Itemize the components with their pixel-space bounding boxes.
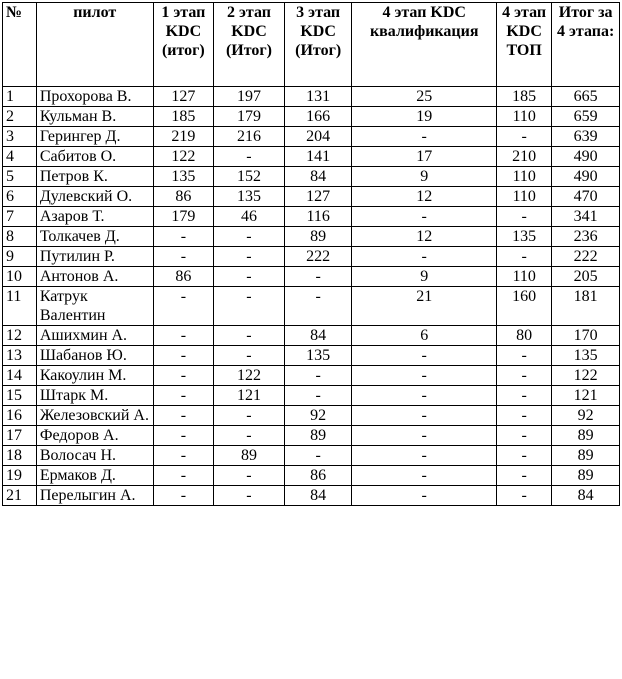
cell-pilot-name: Волосач Н. <box>36 446 153 466</box>
cell-stage-4-top: - <box>496 207 551 227</box>
cell-stage-1: 219 <box>153 127 213 147</box>
cell-pilot-name: Азаров Т. <box>36 207 153 227</box>
cell-total: 341 <box>552 207 620 227</box>
cell-rank: 18 <box>3 446 37 466</box>
cell-rank: 5 <box>3 167 37 187</box>
cell-stage-4-top: - <box>496 366 551 386</box>
cell-stage-4-top: 80 <box>496 326 551 346</box>
table-row <box>3 167 620 187</box>
cell-stage-2: - <box>214 227 285 247</box>
cell-stage-1: 86 <box>153 267 213 287</box>
cell-stage-1: - <box>153 386 213 406</box>
cell-stage-1: - <box>153 446 213 466</box>
table-row <box>3 446 620 466</box>
cell-rank: 11 <box>3 287 37 326</box>
cell-stage-3: 135 <box>284 346 352 366</box>
cell-rank: 21 <box>3 486 37 506</box>
cell-stage-3: 222 <box>284 247 352 267</box>
cell-stage-3: 166 <box>284 107 352 127</box>
cell-total: 490 <box>552 147 620 167</box>
cell-pilot-name: Ашихмин А. <box>36 326 153 346</box>
cell-total: 236 <box>552 227 620 247</box>
cell-pilot-name: Штарк М. <box>36 386 153 406</box>
cell-pilot-name: Федоров А. <box>36 426 153 446</box>
cell-stage-1: - <box>153 227 213 247</box>
cell-stage-4-top: - <box>496 486 551 506</box>
header-stage-4-qualification: 4 этап KDC квалификация <box>352 3 497 87</box>
cell-stage-4-top: 135 <box>496 227 551 247</box>
cell-stage-4-top: 160 <box>496 287 551 326</box>
cell-stage-1: - <box>153 326 213 346</box>
cell-stage-1: 127 <box>153 87 213 107</box>
cell-total: 181 <box>552 287 620 326</box>
cell-stage-4-qualification: 25 <box>352 87 497 107</box>
cell-stage-4-top: - <box>496 426 551 446</box>
cell-stage-4-qualification: - <box>352 207 497 227</box>
header-stage-3: 3 этап KDC (Итог) <box>284 3 352 87</box>
cell-stage-2: 89 <box>214 446 285 466</box>
cell-stage-1: 135 <box>153 167 213 187</box>
cell-stage-1: - <box>153 346 213 366</box>
header-number: № <box>3 3 37 87</box>
cell-rank: 8 <box>3 227 37 247</box>
cell-rank: 6 <box>3 187 37 207</box>
cell-rank: 13 <box>3 346 37 366</box>
cell-total: 665 <box>552 87 620 107</box>
cell-rank: 9 <box>3 247 37 267</box>
cell-total: 84 <box>552 486 620 506</box>
cell-stage-4-qualification: 17 <box>352 147 497 167</box>
cell-stage-3: 127 <box>284 187 352 207</box>
cell-stage-3: 89 <box>284 426 352 446</box>
cell-stage-4-top: 110 <box>496 187 551 207</box>
table-row <box>3 147 620 167</box>
cell-stage-1: - <box>153 406 213 426</box>
table-row <box>3 287 620 326</box>
table-row <box>3 386 620 406</box>
cell-stage-1: 179 <box>153 207 213 227</box>
header-stage-4-top: 4 этап KDC ТОП <box>496 3 551 87</box>
cell-stage-2: 135 <box>214 187 285 207</box>
cell-pilot-name: Дулевский О. <box>36 187 153 207</box>
table-row <box>3 87 620 107</box>
cell-stage-2: 197 <box>214 87 285 107</box>
cell-stage-4-qualification: - <box>352 127 497 147</box>
cell-pilot-name: Путилин Р. <box>36 247 153 267</box>
table-row <box>3 207 620 227</box>
cell-stage-2: 152 <box>214 167 285 187</box>
cell-stage-2: - <box>214 247 285 267</box>
cell-stage-2: 46 <box>214 207 285 227</box>
table-row <box>3 247 620 267</box>
cell-rank: 7 <box>3 207 37 227</box>
cell-stage-4-top: - <box>496 386 551 406</box>
cell-pilot-name: Петров К. <box>36 167 153 187</box>
cell-pilot-name: Ермаков Д. <box>36 466 153 486</box>
header-pilot: пилот <box>36 3 153 87</box>
table-row <box>3 426 620 446</box>
cell-pilot-name: Сабитов О. <box>36 147 153 167</box>
cell-rank: 1 <box>3 87 37 107</box>
table-row <box>3 107 620 127</box>
cell-stage-3: 89 <box>284 227 352 247</box>
cell-total: 659 <box>552 107 620 127</box>
cell-stage-4-qualification: - <box>352 406 497 426</box>
cell-total: 89 <box>552 466 620 486</box>
cell-stage-4-qualification: 9 <box>352 167 497 187</box>
cell-stage-3: - <box>284 287 352 326</box>
cell-stage-1: - <box>153 466 213 486</box>
cell-stage-4-qualification: - <box>352 486 497 506</box>
cell-rank: 2 <box>3 107 37 127</box>
cell-rank: 16 <box>3 406 37 426</box>
cell-stage-2: 121 <box>214 386 285 406</box>
cell-pilot-name: Катрук Валентин <box>36 287 153 326</box>
cell-total: 89 <box>552 426 620 446</box>
header-stage-2: 2 этап KDC (Итог) <box>214 3 285 87</box>
cell-total: 92 <box>552 406 620 426</box>
cell-stage-3: - <box>284 446 352 466</box>
cell-stage-4-top: - <box>496 406 551 426</box>
table-row <box>3 466 620 486</box>
cell-stage-4-qualification: - <box>352 426 497 446</box>
cell-stage-3: 116 <box>284 207 352 227</box>
cell-rank: 14 <box>3 366 37 386</box>
cell-pilot-name: Антонов А. <box>36 267 153 287</box>
cell-stage-1: 185 <box>153 107 213 127</box>
cell-stage-4-qualification: - <box>352 466 497 486</box>
cell-stage-1: - <box>153 426 213 446</box>
cell-stage-4-qualification: - <box>352 247 497 267</box>
cell-stage-1: - <box>153 247 213 267</box>
cell-stage-3: - <box>284 386 352 406</box>
cell-stage-3: 92 <box>284 406 352 426</box>
header-stage-1: 1 этап KDC (итог) <box>153 3 213 87</box>
cell-pilot-name: Прохорова В. <box>36 87 153 107</box>
cell-stage-1: - <box>153 486 213 506</box>
cell-pilot-name: Шабанов Ю. <box>36 346 153 366</box>
header-row <box>3 3 620 87</box>
cell-stage-4-top: - <box>496 247 551 267</box>
cell-total: 639 <box>552 127 620 147</box>
cell-pilot-name: Железовский А. <box>36 406 153 426</box>
cell-stage-2: 216 <box>214 127 285 147</box>
cell-pilot-name: Толкачев Д. <box>36 227 153 247</box>
cell-stage-2: - <box>214 287 285 326</box>
table-row <box>3 227 620 247</box>
table-row <box>3 366 620 386</box>
cell-stage-3: - <box>284 366 352 386</box>
cell-total: 222 <box>552 247 620 267</box>
table-row <box>3 326 620 346</box>
cell-stage-4-top: 110 <box>496 267 551 287</box>
cell-total: 170 <box>552 326 620 346</box>
cell-stage-4-qualification: 6 <box>352 326 497 346</box>
cell-pilot-name: Кульман В. <box>36 107 153 127</box>
cell-total: 122 <box>552 366 620 386</box>
cell-stage-4-top: 185 <box>496 87 551 107</box>
cell-stage-2: 179 <box>214 107 285 127</box>
cell-stage-4-top: - <box>496 446 551 466</box>
cell-pilot-name: Перелыгин А. <box>36 486 153 506</box>
cell-rank: 10 <box>3 267 37 287</box>
cell-total: 135 <box>552 346 620 366</box>
cell-stage-1: 86 <box>153 187 213 207</box>
table-row <box>3 406 620 426</box>
table-row <box>3 127 620 147</box>
cell-rank: 3 <box>3 127 37 147</box>
cell-rank: 15 <box>3 386 37 406</box>
cell-stage-4-qualification: 12 <box>352 227 497 247</box>
cell-stage-3: 131 <box>284 87 352 107</box>
cell-stage-2: - <box>214 406 285 426</box>
cell-total: 470 <box>552 187 620 207</box>
cell-stage-4-top: 110 <box>496 107 551 127</box>
cell-stage-2: - <box>214 326 285 346</box>
cell-stage-2: - <box>214 486 285 506</box>
cell-rank: 4 <box>3 147 37 167</box>
cell-rank: 17 <box>3 426 37 446</box>
cell-stage-2: - <box>214 346 285 366</box>
cell-rank: 19 <box>3 466 37 486</box>
cell-stage-1: - <box>153 366 213 386</box>
cell-stage-4-qualification: - <box>352 346 497 366</box>
cell-stage-2: 122 <box>214 366 285 386</box>
header-total: Итог за 4 этапа: <box>552 3 620 87</box>
cell-stage-3: 141 <box>284 147 352 167</box>
table-row <box>3 267 620 287</box>
cell-total: 121 <box>552 386 620 406</box>
cell-stage-4-top: - <box>496 346 551 366</box>
cell-stage-4-top: 110 <box>496 167 551 187</box>
cell-stage-4-qualification: - <box>352 386 497 406</box>
cell-stage-4-top: - <box>496 466 551 486</box>
cell-total: 205 <box>552 267 620 287</box>
cell-stage-2: - <box>214 147 285 167</box>
cell-stage-4-qualification: 21 <box>352 287 497 326</box>
cell-stage-4-qualification: - <box>352 446 497 466</box>
results-body <box>3 87 620 506</box>
cell-stage-1: - <box>153 287 213 326</box>
cell-stage-3: 204 <box>284 127 352 147</box>
cell-total: 89 <box>552 446 620 466</box>
cell-stage-3: - <box>284 267 352 287</box>
cell-stage-4-top: 210 <box>496 147 551 167</box>
cell-stage-4-qualification: - <box>352 366 497 386</box>
cell-stage-3: 86 <box>284 466 352 486</box>
cell-pilot-name: Какоулин М. <box>36 366 153 386</box>
cell-stage-2: - <box>214 466 285 486</box>
cell-stage-3: 84 <box>284 167 352 187</box>
cell-stage-2: - <box>214 426 285 446</box>
cell-stage-4-top: - <box>496 127 551 147</box>
results-table <box>2 2 620 506</box>
cell-stage-3: 84 <box>284 326 352 346</box>
cell-stage-2: - <box>214 267 285 287</box>
cell-rank: 12 <box>3 326 37 346</box>
cell-stage-4-qualification: 19 <box>352 107 497 127</box>
cell-pilot-name: Герингер Д. <box>36 127 153 147</box>
cell-stage-3: 84 <box>284 486 352 506</box>
table-row <box>3 187 620 207</box>
table-row <box>3 486 620 506</box>
cell-stage-1: 122 <box>153 147 213 167</box>
cell-total: 490 <box>552 167 620 187</box>
table-row <box>3 346 620 366</box>
cell-stage-4-qualification: 9 <box>352 267 497 287</box>
cell-stage-4-qualification: 12 <box>352 187 497 207</box>
